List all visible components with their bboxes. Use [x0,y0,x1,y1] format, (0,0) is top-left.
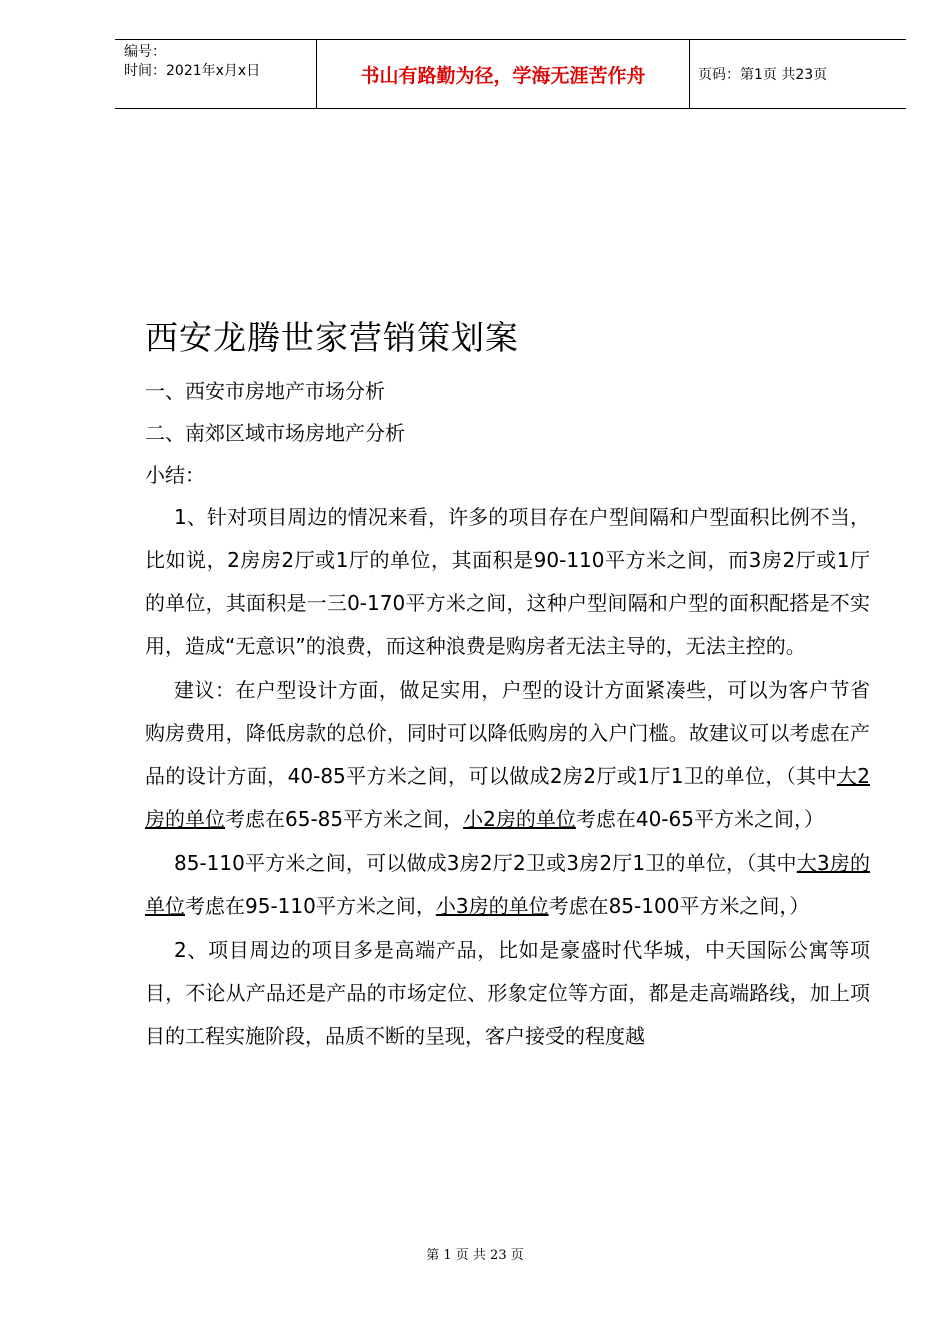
footer-page-number: 第 1 页 共 23 页 [426,1248,524,1263]
3room-text-c: 考虑在85-100平方米之间，） [548,894,810,918]
underlined-large-2room: 大2房的单位 [145,764,870,831]
number-label: 编号： [124,44,166,60]
paragraph-suggestion [145,669,870,841]
underlined-small-2room: 小2房的单位 [463,807,576,831]
motto-text: 书山有路勤为径，学海无涯苦作舟 [360,64,646,87]
document-body [145,305,870,1059]
page-info: 页码：第1页 共23页 [698,67,828,83]
time-label: 时间：2021年x月x日 [124,63,261,79]
page-footer [0,1244,950,1263]
suggestion-text-a: 建议：在户型设计方面，做足实用，户型的设计方面紧凑些，可以为客户节省购房费用，降低房款的总价，同时可以降低购房的入户门槛。故建议可以考虑在产品的设计方面，40-85平方米之间，可以做成2房2厅或1厅1卫的单位，（其中 [145,678,870,788]
underlined-small-3room: 小3房的单位 [435,894,549,918]
paragraph-1: 1、针对项目周边的情况来看，许多的项目存在户型间隔和户型面积比例不当，比如说，2房房2厅或1厅的单位，其面积是90-110平方米之间，而3房2厅或1厅的单位，其面积是一三0-170平方米之间，这种户型间隔和户型的面积配搭是不实用，造成“无意识”的浪费，而这种浪费是购房者无法主导的，无法主控的。 [145,505,870,658]
header-meta-cell [115,40,316,108]
underlined-large-3room: 大3房的单位 [145,851,870,918]
document-header-table [115,39,906,109]
suggestion-text-b: 考虑在65-85平方米之间， [225,807,464,831]
3room-text-a: 85-110平方米之间，可以做成3房2厅2卫或3房2厅1卫的单位，（其中 [174,851,797,875]
suggestion-text-c: 考虑在40-65平方米之间，） [575,807,824,831]
section-heading-2: 二、南郊区域市场房地产分析 [145,421,405,445]
paragraph-3room [145,842,870,928]
summary-label: 小结： [145,463,205,487]
document-title: 西安龙腾世家营销策划案 [145,318,519,357]
header-page-cell [690,40,906,108]
header-motto-cell [316,40,690,108]
paragraph-2: 2、项目周边的项目多是高端产品，比如是豪盛时代华城，中天国际公寓等项目，不论从产品还是产品的市场定位、形象定位等方面，都是走高端路线，加上项目的工程实施阶段，品质不断的呈现，客户接受的程度越 [145,938,870,1048]
section-heading-1: 一、西安市房地产市场分析 [145,379,385,403]
3room-text-b: 考虑在95-110平方米之间， [185,894,436,918]
